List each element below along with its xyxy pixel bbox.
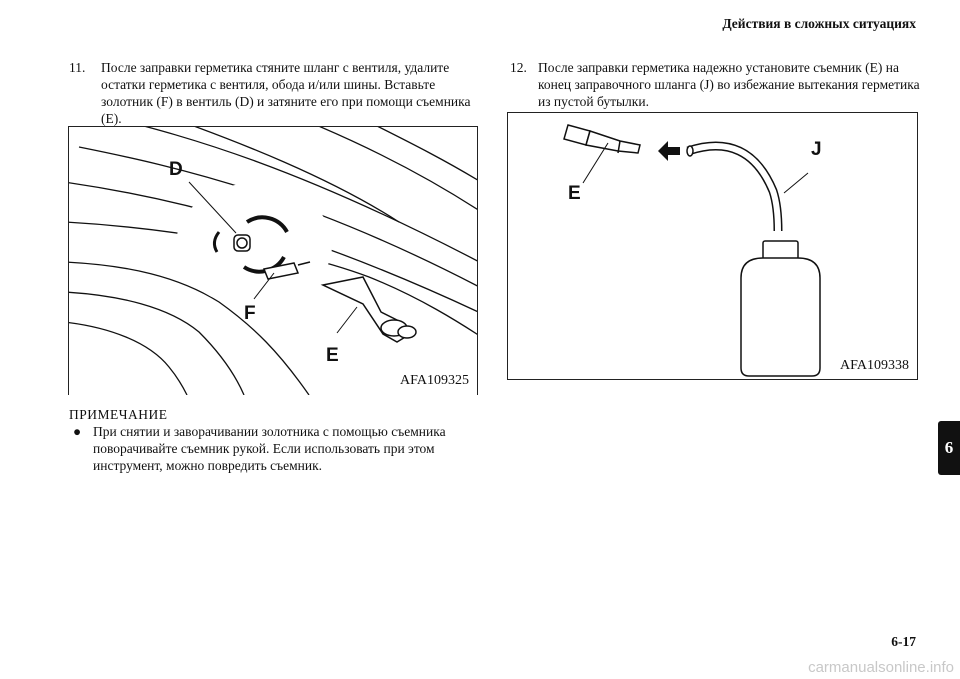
note-item bbox=[69, 423, 479, 474]
step-number: 12. bbox=[510, 60, 527, 75]
step-11 bbox=[69, 59, 479, 127]
section-header: Действия в сложных ситуациях bbox=[722, 16, 916, 31]
note-text: При снятии и заворачивании золотника с помощью съемника поворачивайте съемник рукой. Если использовать при этом инструмент, можно повредить съемник. bbox=[93, 424, 446, 473]
chapter-tab: 6 bbox=[938, 421, 960, 475]
figure-bottle-cap bbox=[507, 112, 918, 380]
step-text: После заправки герметика стяните шланг с вентиля, удалите остатки герметика с вентиля, обода и/или шины. Вставьте золотник (F) в вентиль (D) и затяните его при помощи съемника (E). bbox=[101, 60, 471, 126]
figure-code: AFA109325 bbox=[400, 373, 469, 388]
label-f: F bbox=[244, 303, 256, 324]
page-number: 6-17 bbox=[891, 634, 916, 649]
tire-valve-illustration bbox=[69, 127, 477, 395]
step-12 bbox=[510, 59, 920, 110]
watermark: carmanualsonline.info bbox=[808, 659, 954, 676]
note-title: ПРИМЕЧАНИЕ bbox=[69, 407, 168, 422]
note bbox=[69, 406, 479, 474]
figure-code: AFA109338 bbox=[840, 358, 909, 373]
label-j: J bbox=[811, 139, 822, 160]
label-e: E bbox=[568, 183, 581, 204]
figure-valve-core-install bbox=[68, 126, 478, 395]
label-d: D bbox=[169, 159, 183, 180]
step-number: 11. bbox=[69, 60, 86, 75]
label-e: E bbox=[326, 345, 339, 366]
step-text: После заправки герметика надежно установите съемник (E) на конец заправочного шланга (J) во избежание вытекания герметика из пустой бутылки. bbox=[538, 60, 920, 109]
bullet-icon: ● bbox=[73, 424, 82, 439]
bottle-hose-illustration bbox=[508, 113, 917, 379]
